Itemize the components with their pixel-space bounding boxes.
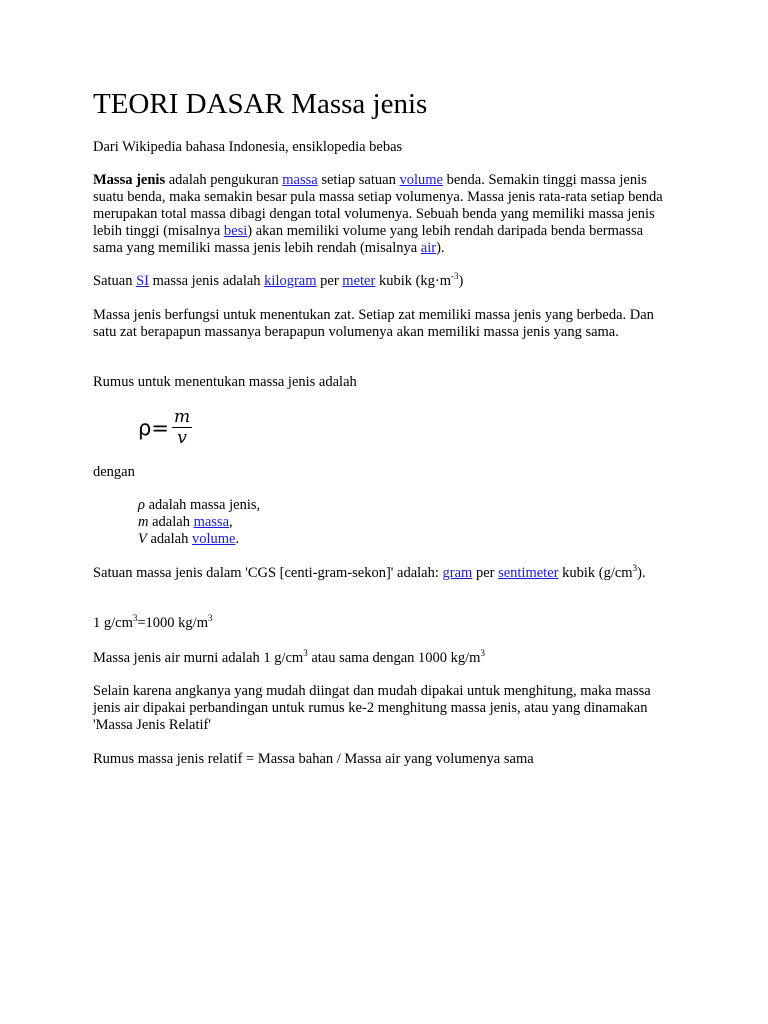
conversion-line	[93, 615, 673, 632]
link-air[interactable]: air	[420, 240, 437, 256]
intro-text-3: benda. Semakin tinggi massa jenis suatu benda, maka semakin besar pula massa setiap volumenya. Massa jenis rata-rata setiap benda merupakan total massa dibagi dengan total volumenya. Sebuah benda yang memiliki massa jenis lebih tinggi (misalnya	[93, 172, 663, 239]
link-massa-def[interactable]: massa	[193, 514, 230, 530]
si-text-4: kubik (kg·m	[375, 273, 452, 289]
cgs-text-1: Satuan massa jenis dalam 'CGS [centi-gram-sekon]' adalah:	[93, 565, 443, 581]
water-density-line	[93, 650, 673, 667]
link-besi[interactable]: besi	[223, 223, 248, 239]
m-symbol: m	[138, 514, 149, 530]
conversion-text-2: =1000 kg/m	[137, 615, 208, 631]
link-meter[interactable]: meter	[342, 273, 376, 289]
dengan-label: dengan	[93, 464, 135, 480]
si-unit-paragraph	[93, 273, 673, 290]
link-si[interactable]: SI	[136, 273, 149, 289]
term-massa-jenis: Massa jenis	[93, 172, 166, 188]
formula-lhs: ρ=	[138, 416, 169, 440]
rho-symbol: ρ	[138, 497, 145, 513]
source-line: Dari Wikipedia bahasa Indonesia, ensiklopedia bebas	[93, 139, 403, 155]
cgs-text-3: kubik (g/cm	[558, 565, 633, 581]
relative-density-formula: Rumus massa jenis relatif = Massa bahan / Massa air yang volumenya sama	[93, 751, 534, 767]
link-volume-def[interactable]: volume	[191, 531, 236, 547]
intro-text-4: ) akan memiliki volume yang lebih rendah daripada benda bermassa sama yang memiliki massa jenis lebih rendah (misalnya	[93, 223, 644, 256]
conversion-exponent-2: 3	[208, 613, 213, 623]
v-end: .	[235, 531, 240, 547]
water-exponent-1: 3	[303, 648, 308, 658]
m-end: ,	[229, 514, 233, 530]
formula-numerator: m	[173, 407, 191, 427]
formula-fraction	[172, 408, 192, 448]
si-text-1: Satuan	[93, 273, 137, 289]
v-symbol: V	[138, 531, 147, 547]
water-text-2: atau sama dengan 1000 kg/m	[307, 650, 481, 666]
link-massa[interactable]: massa	[282, 172, 318, 188]
link-gram[interactable]: gram	[442, 565, 473, 581]
water-text-1: Massa jenis air murni adalah 1 g/cm	[93, 650, 304, 666]
rumus-intro: Rumus untuk menentukan massa jenis adalah	[93, 374, 357, 390]
si-text-5: )	[458, 273, 464, 289]
v-text: adalah	[146, 531, 192, 547]
intro-text-2: setiap satuan	[317, 172, 400, 188]
cgs-text-2: per	[472, 565, 499, 581]
definition-v	[138, 531, 718, 548]
link-sentimeter[interactable]: sentimeter	[498, 565, 559, 581]
definition-m	[138, 514, 718, 531]
intro-text-5: ).	[436, 240, 445, 256]
link-kilogram[interactable]: kilogram	[264, 273, 317, 289]
page-title: TEORI DASAR Massa jenis	[93, 88, 428, 120]
definition-rho	[138, 497, 718, 514]
formula-denominator: v	[177, 428, 187, 448]
si-text-3: per	[316, 273, 343, 289]
function-paragraph: Massa jenis berfungsi untuk menentukan zat. Setiap zat memiliki massa jenis yang berbeda. Dan satu zat berapapun massanya berapapun volumenya akan memiliki massa jenis yang sama.	[93, 307, 654, 340]
water-exponent-2: 3	[480, 648, 485, 658]
si-text-2: massa jenis adalah	[149, 273, 265, 289]
m-text: adalah	[148, 514, 194, 530]
intro-text-1: adalah pengukuran	[165, 172, 283, 188]
cgs-text-4: ).	[637, 565, 646, 581]
cgs-exponent: 3	[632, 563, 638, 573]
cgs-paragraph	[93, 565, 673, 582]
si-exponent: -3	[451, 271, 459, 281]
rho-text: adalah massa jenis,	[144, 497, 261, 513]
link-volume[interactable]: volume	[399, 172, 443, 188]
conversion-text-1: 1 g/cm	[93, 615, 133, 631]
relative-density-paragraph: Selain karena angkanya yang mudah diingat dan mudah dipakai untuk menghitung, maka massa jenis air dipakai perbandingan untuk rumus ke-2 menghitung massa jenis, atau yang dinamakan 'Massa Jenis Relatif'	[93, 683, 651, 733]
intro-paragraph	[93, 172, 673, 257]
density-formula	[138, 406, 192, 450]
conversion-exponent-1: 3	[132, 613, 138, 623]
